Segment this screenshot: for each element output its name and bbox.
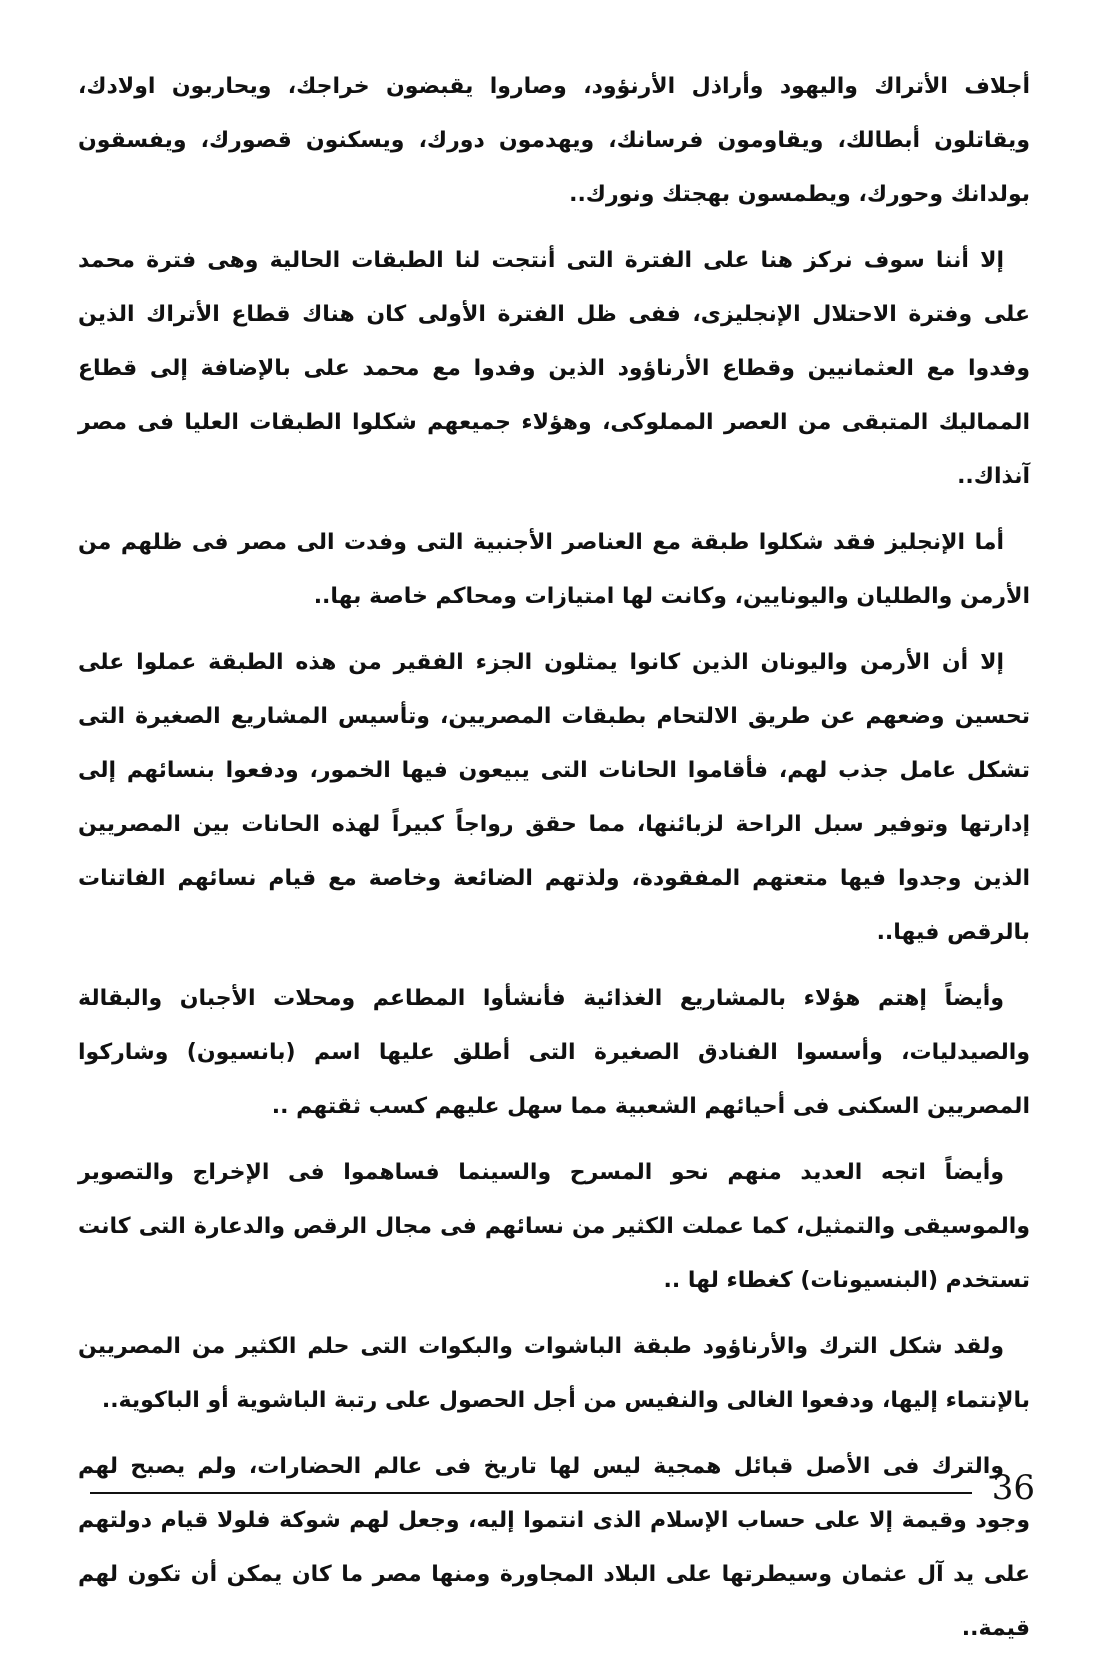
page-body — [78, 60, 1030, 1668]
paragraph-3: أما الإنجليز فقد شكلوا طبقة مع العناصر الأجنبية التى وفدت الى مصر فى ظلهم من الأرمن والطليان واليونايين، وكانت لها امتيازات ومحاكم خاصة بها.. — [78, 530, 1030, 609]
page-number: 36 — [991, 1468, 1035, 1508]
paragraph-2: إلا أننا سوف نركز هنا على الفترة التى أنتجت لنا الطبقات الحالية وهى فترة محمد على وفترة الاحتلال الإنجليزى، ففى ظل الفترة الأولى كان هناك قطاع الأتراك الذين وفدوا مع العثمانيين وقطاع الأرناؤود الذين وفدوا مع محمد على بالإضافة إلى قطاع المماليك المتبقى من العصر المملوكى، وهؤلاء جميعهم شكلوا الطبقات العليا فى مصر آنذاك.. — [78, 248, 1030, 489]
paragraph-5: وأيضاً إهتم هؤلاء بالمشاريع الغذائية فأنشأوا المطاعم ومحلات الأجبان والبقالة والصيدليات، وأسسوا الفنادق الصغيرة التى أطلق عليها اسم (بانسيون) وشاركوا المصريين السكنى فى أحيائهم الشعبية مما سهل عليهم كسب ثقتهم .. — [78, 986, 1030, 1119]
paragraph-continuation: أجلاف الأتراك واليهود وأراذل الأرنؤود، وصاروا يقبضون خراجك، ويحاربون اولادك، ويقاتلون أبطالك، ويقاومون فرسانك، ويهدمون دورك، ويسكنون قصورك، ويفسقون بولدانك وحورك، ويطمسون بهجتك ونورك.. — [78, 74, 1030, 207]
paragraph-8: والترك فى الأصل قبائل همجية ليس لها تاريخ فى عالم الحضارات، ولم يصبح لهم وجود وقيمة إلا على حساب الإسلام الذى انتموا إليه، وجعل لهم شوكة فلولا قيام دولتهم على يد آل عثمان وسيطرتها على البلاد المجاورة ومنها مصر ما كان يمكن أن تكون لهم قيمة.. — [78, 1454, 1030, 1641]
paragraph-7: ولقد شكل الترك والأرناؤود طبقة الباشوات والبكوات التى حلم الكثير من المصريين بالإنتماء إليها، ودفعوا الغالى والنفيس من أجل الحصول على رتبة الباشوية أو الباكوية.. — [78, 1334, 1030, 1413]
paragraph-6: وأيضاً اتجه العديد منهم نحو المسرح والسينما فساهموا فى الإخراج والتصوير والموسيقى والتمثيل، كما عملت الكثير من نسائهم فى مجال الرقص والدعارة التى كانت تستخدم (البنسيونات) كغطاء لها .. — [78, 1160, 1030, 1293]
page-footer — [90, 1464, 1035, 1514]
paragraph-4: إلا أن الأرمن واليونان الذين كانوا يمثلون الجزء الفقير من هذه الطبقة عملوا على تحسين وضعهم عن طريق الالتحام بطبقات المصريين، وتأسيس المشاريع الصغيرة التى تشكل عامل جذب لهم، فأقاموا الحانات التى يبيعون فيها الخمور، ودفعوا بنسائهم إلى إدارتها وتوفير سبل الراحة لزبائنها، مما حقق رواجاً كبيراً لهذه الحانات بين المصريين الذين وجدوا فيها متعتهم المفقودة، ولذتهم الضائعة وخاصة مع قيام نسائهم الفاتنات بالرقص فيها.. — [78, 650, 1030, 945]
footer-rule — [90, 1492, 972, 1494]
